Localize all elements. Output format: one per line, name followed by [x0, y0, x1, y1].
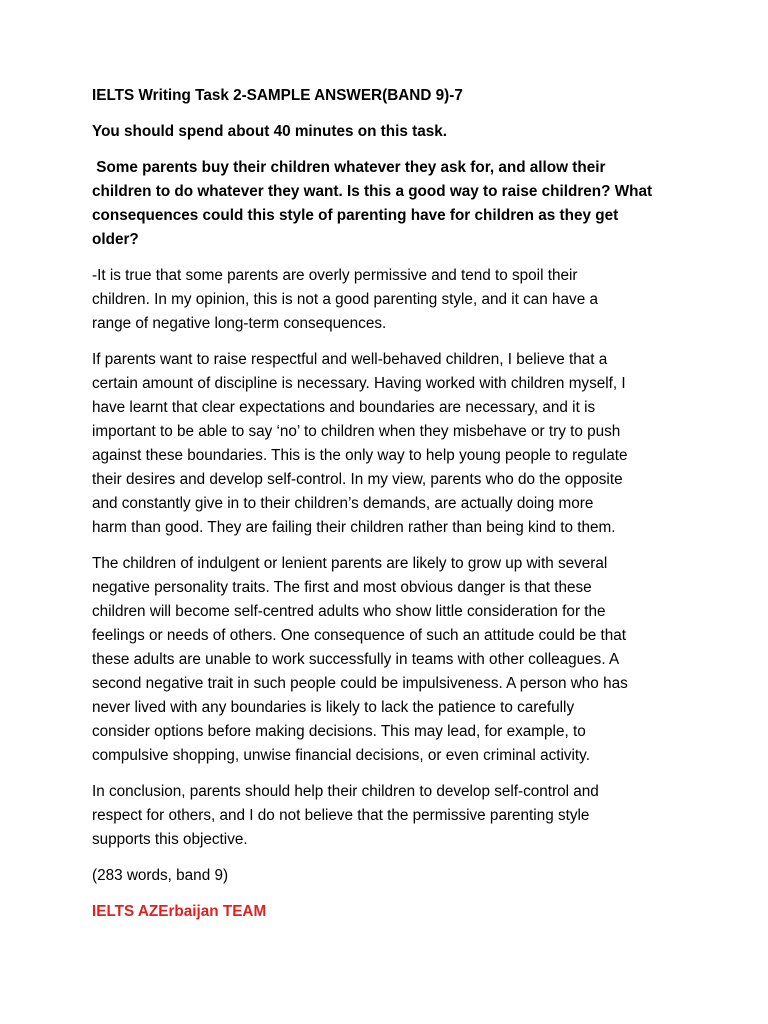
question-line: consequences could this style of parenting have for children as they get: [92, 207, 619, 224]
paragraph-line: and constantly give in to their children’s demands, are actually doing more: [92, 495, 594, 512]
paragraph-line: In conclusion, parents should help their children to develop self-control and: [92, 783, 599, 800]
paragraph-line: -It is true that some parents are overly permissive and tend to spoil their: [92, 267, 578, 284]
paragraph-line: consider options before making decisions. This may lead, for example, to: [92, 723, 586, 740]
paragraph-body-2: [92, 552, 692, 768]
paragraph-line: children. In my opinion, this is not a good parenting style, and it can have a: [92, 291, 598, 308]
paragraph-introduction: [92, 264, 692, 336]
paragraph-line: against these boundaries. This is the only way to help young people to regulate: [92, 447, 628, 464]
paragraph-body-1: [92, 348, 692, 540]
task-instruction: You should spend about 40 minutes on this task.: [92, 123, 447, 140]
paragraph-line: their desires and develop self-control. In my view, parents who do the opposite: [92, 471, 623, 488]
paragraph-line: The children of indulgent or lenient parents are likely to grow up with several: [92, 555, 608, 572]
question-line: older?: [92, 231, 139, 248]
paragraph-line: respect for others, and I do not believe that the permissive parenting style: [92, 807, 590, 824]
word-count: (283 words, band 9): [92, 867, 229, 884]
task-question: [92, 156, 692, 252]
paragraph-line: have learnt that clear expectations and boundaries are necessary, and it is: [92, 399, 596, 416]
team-signature: IELTS AZErbaijan TEAM: [92, 903, 267, 920]
question-line: children to do whatever they want. Is this a good way to raise children? What: [92, 183, 653, 200]
paragraph-line: range of negative long-term consequences.: [92, 315, 387, 332]
paragraph-line: negative personality traits. The first and most obvious danger is that these: [92, 579, 592, 596]
question-line: Some parents buy their children whatever they ask for, and allow their: [92, 159, 606, 176]
paragraph-line: important to be able to say ‘no’ to children when they misbehave or try to push: [92, 423, 621, 440]
paragraph-conclusion: [92, 780, 692, 852]
paragraph-line: feelings or needs of others. One consequence of such an attitude could be that: [92, 627, 627, 644]
paragraph-line: second negative trait in such people could be impulsiveness. A person who has: [92, 675, 628, 692]
paragraph-line: these adults are unable to work successfully in teams with other colleagues. A: [92, 651, 620, 668]
paragraph-line: never lived with any boundaries is likely to lack the patience to carefully: [92, 699, 575, 716]
paragraph-line: certain amount of discipline is necessary. Having worked with children myself, I: [92, 375, 626, 392]
paragraph-line: If parents want to raise respectful and well-behaved children, I believe that a: [92, 351, 608, 368]
document-page: [92, 84, 692, 924]
paragraph-line: harm than good. They are failing their children rather than being kind to them.: [92, 519, 616, 536]
document-title: IELTS Writing Task 2-SAMPLE ANSWER(BAND 9)-7: [92, 87, 463, 104]
paragraph-line: children will become self-centred adults who show little consideration for the: [92, 603, 606, 620]
paragraph-line: supports this objective.: [92, 831, 248, 848]
paragraph-line: compulsive shopping, unwise financial decisions, or even criminal activity.: [92, 747, 590, 764]
